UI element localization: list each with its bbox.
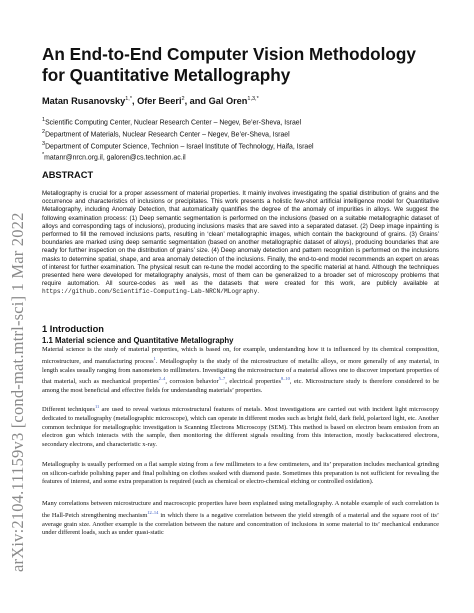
affiliation-text: Department of Computer Science, Technion – Israel Institute of Technology, Haifa, Israel: [45, 142, 314, 150]
paragraph-text: are used to reveal various microstructural features of metals. Most investigations are carried out with incident light microscopy dedicated to metallography (metallographic microscope), which can operate in different modes such as bright field, dark field, polarized light, etc. Another common technique for metallographic investigation is Scanning Electrons Microscopy (SEM). This method is based on electron beam emission from an electron gun which interacts with the sample, then monitoring the different signals resulting from this interaction, mostly backscattered electrons, secondary electrons, and characteristic x-ray.: [42, 406, 440, 448]
section-heading-introduction: 1 Introduction: [42, 324, 104, 334]
author-affiliation-marker: 1,*: [125, 96, 132, 102]
affiliation-marker: 2: [42, 128, 46, 135]
repository-link[interactable]: https://github.com/Scientific-Computing-Lab-NRCN/MLography: [42, 288, 258, 296]
affiliation-line: [42, 128, 314, 140]
affiliation-line: [42, 140, 314, 152]
author-name: Ofer Beeri: [137, 96, 182, 107]
body-paragraph: [42, 346, 439, 396]
author-separator: ,: [131, 96, 138, 107]
author-list: [42, 96, 259, 106]
paragraph-text: Material science is the study of material properties, which is based on, for example, understanding how it is influenced by its chemical composition, microstructure, and manufacturing process: [42, 346, 439, 365]
affiliation-list: [42, 116, 314, 163]
arxiv-identifier-stamp: arXiv:2104.11159v3 [cond-mat.mtrl-sci] 1 Mar 2022: [8, 212, 27, 572]
abstract-text: Metallography is crucial for a proper assessment of material properties. It mainly involves investigating the spatial distribution of grains and the occurrence and characteristics of inclusions or precipitates. This work presents a holistic few-shot artificial intelligence model for Quantitative Metallography, including Anomaly Detection, that automatically quantifies the degree of the anomaly of impurities in alloys. We suggest the following examination process: (1) Deep semantic segmentation is performed on the inclusions (based on a suitable metallographic dataset of alloys and corresponding tags of inclusions), producing inclusions masks that are saved into a separated dataset. (2) Deep image inpainting is performed to fill the removed inclusions parts, resulting in ‘clean’ metallographic images, which contain the background of grains. (3) Grains’ boundaries are marked using deep semantic segmentation (based on another metallographic dataset of alloys), producing boundaries that are ready for further inspection on the distribution of grains’ size. (4) Deep anomaly detection and pattern recognition is performed on the inclusions masks to determine spatial, shape, and area anomaly detection of the inclusions. Finally, the end-to-end model recommends an expert on areas of interest for further examination. The physical result can re-tune the model according to the specific material at hand. Although the techniques presented here were developed for metallography analysis, most of them can be generalized to a broader set of microscopy problems that require automation. All source-codes as well as the datasets that were created for this work, are publicly available at: [42, 190, 439, 288]
citation-link[interactable]: 11: [94, 404, 100, 409]
paragraph-text: , etc. Microstructure study is therefore considered to be among the most beneficial and effective fields for understanding materials’ properties.: [42, 378, 439, 395]
author-name: Gal Oren: [208, 96, 248, 107]
abstract-end: .: [257, 288, 260, 296]
paragraph-text: Metallography is usually performed on a flat sample sizing from a few millimeters to a few centimeters, and its’ preparation includes mechanical grinding on silicon-carbide polishing paper and final polishing on clothes soaked with diamond paste. Sometimes this preparation is not sufficient for revealing the features of interest, and some extra preparation is required (such as chemical or electro-chemical etching or controlled oxidation).: [42, 461, 439, 486]
author-separator: , and: [184, 96, 209, 107]
body-paragraph: [42, 500, 439, 538]
author-affiliation-marker: 2: [181, 96, 185, 102]
email-addresses[interactable]: matanr@nrcn.org.il, galoren@cs.technion.ac.il: [44, 154, 186, 162]
citation-link[interactable]: 8–10: [280, 376, 290, 382]
citation-link[interactable]: 5–7: [218, 376, 226, 382]
abstract-body: [42, 190, 439, 297]
author-affiliation-marker: 1,3,*: [247, 96, 259, 102]
contact-emails: [42, 151, 314, 163]
affiliation-marker: 1: [42, 117, 46, 123]
author-name: Matan Rusanovsky: [42, 96, 126, 107]
paragraph-text: , corrosion behavior: [165, 378, 219, 386]
citation-link[interactable]: 1: [153, 355, 156, 361]
paragraph-text: Many correlations between microstructure and macroscopic properties have been explained using metallography. A notable example of such correlation is the Hall-Petch strengthening mechanism: [42, 500, 439, 519]
paragraph-text: , electrical properties: [225, 378, 281, 386]
abstract-heading: ABSTRACT: [42, 170, 94, 180]
citation-link[interactable]: 2–4: [158, 376, 166, 382]
body-paragraph: [42, 461, 439, 487]
affiliation-marker: 3: [42, 140, 46, 147]
subsection-heading: 1.1 Material science and Quantitative Metallography: [42, 336, 234, 345]
paper-title: An End-to-End Computer Vision Methodology for Quantitative Metallography: [42, 44, 416, 85]
body-paragraph: [42, 403, 439, 450]
affiliation-text: Department of Materials, Nuclear Research Center – Negev, Be’er-Sheva, Israel: [45, 131, 290, 139]
paragraph-text: . Metallography is the study of the microstructure of metallic alloys, or more generally of any material, in length scales usually ranging from nanometers to millimeters. Investigating the microstructure of a material allows one to discover important properties of that material, such as mechanical properties: [42, 357, 439, 386]
paragraph-text: Different techniques: [42, 406, 95, 414]
affiliation-line: [42, 116, 314, 128]
corresponding-marker: *: [42, 152, 45, 159]
citation-link[interactable]: 12–14: [147, 509, 159, 515]
affiliation-text: Scientific Computing Center, Nuclear Research Center – Negev, Be’er-Sheva, Israel: [45, 119, 302, 127]
paragraph-text: in which there is a negative correlation between the yield strength of a material and the square root of its’ average grain size. Another example is the correlation between the nature and concentration of inclusions in some material to its’ mechanical endurance under different loads, such as under quasi-static: [42, 511, 439, 537]
